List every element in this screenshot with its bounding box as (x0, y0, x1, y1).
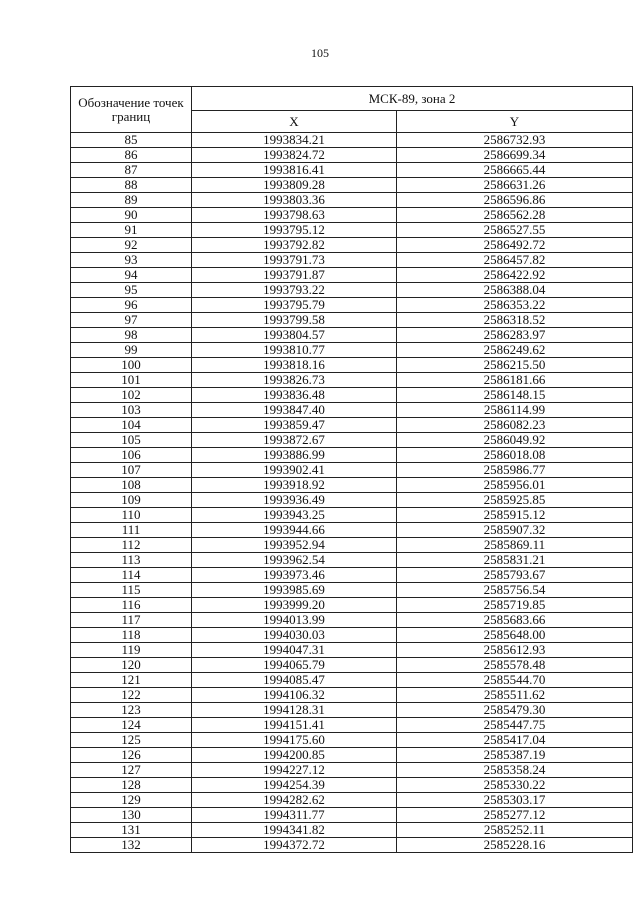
table-row (71, 223, 633, 238)
y-coordinate-cell: 2585387.19 (397, 748, 633, 763)
x-coordinate-cell: 1993973.46 (192, 568, 397, 583)
x-coordinate-cell: 1993792.82 (192, 238, 397, 253)
x-coordinate-cell: 1993918.92 (192, 478, 397, 493)
table-body (71, 133, 633, 853)
point-id-cell: 124 (71, 718, 192, 733)
table-row (71, 313, 633, 328)
y-coordinate-cell: 2586388.04 (397, 283, 633, 298)
table-row (71, 358, 633, 373)
y-coordinate-cell: 2586318.52 (397, 313, 633, 328)
x-coordinate-cell: 1994282.62 (192, 793, 397, 808)
table-row (71, 433, 633, 448)
x-coordinate-cell: 1993791.73 (192, 253, 397, 268)
table-row (71, 208, 633, 223)
point-id-cell: 88 (71, 178, 192, 193)
table-row (71, 283, 633, 298)
y-coordinate-cell: 2585986.77 (397, 463, 633, 478)
y-coordinate-cell: 2586665.44 (397, 163, 633, 178)
table-row (71, 403, 633, 418)
y-coordinate-cell: 2585511.62 (397, 688, 633, 703)
y-coordinate-cell: 2586018.08 (397, 448, 633, 463)
point-id-cell: 112 (71, 538, 192, 553)
y-coordinate-cell: 2585793.67 (397, 568, 633, 583)
point-id-cell: 101 (71, 373, 192, 388)
point-id-cell: 98 (71, 328, 192, 343)
y-coordinate-cell: 2586249.62 (397, 343, 633, 358)
table-row (71, 298, 633, 313)
x-coordinate-cell: 1993795.79 (192, 298, 397, 313)
y-coordinate-cell: 2585447.75 (397, 718, 633, 733)
table-row (71, 583, 633, 598)
x-coordinate-cell: 1993809.28 (192, 178, 397, 193)
table-row (71, 643, 633, 658)
x-coordinate-cell: 1993834.21 (192, 133, 397, 148)
y-coordinate-cell: 2585719.85 (397, 598, 633, 613)
point-id-cell: 115 (71, 583, 192, 598)
point-id-cell: 100 (71, 358, 192, 373)
x-coordinate-cell: 1993799.58 (192, 313, 397, 328)
x-coordinate-cell: 1994065.79 (192, 658, 397, 673)
y-coordinate-cell: 2586596.86 (397, 193, 633, 208)
y-coordinate-cell: 2586562.28 (397, 208, 633, 223)
y-coordinate-cell: 2585277.12 (397, 808, 633, 823)
table-row (71, 568, 633, 583)
page-number: 105 (311, 46, 329, 60)
table-row (71, 553, 633, 568)
y-coordinate-cell: 2586492.72 (397, 238, 633, 253)
y-coordinate-cell: 2585907.32 (397, 523, 633, 538)
point-id-cell: 108 (71, 478, 192, 493)
coordinate-system-header: МСК-89, зона 2 (192, 87, 633, 111)
point-id-cell: 89 (71, 193, 192, 208)
point-id-cell: 128 (71, 778, 192, 793)
table-row (71, 823, 633, 838)
table-row (71, 613, 633, 628)
table-row (71, 658, 633, 673)
x-coordinate-cell: 1993818.16 (192, 358, 397, 373)
y-coordinate-cell: 2585479.30 (397, 703, 633, 718)
y-coordinate-cell: 2585869.11 (397, 538, 633, 553)
point-id-cell: 119 (71, 643, 192, 658)
y-coordinate-cell: 2586457.82 (397, 253, 633, 268)
x-coordinate-cell: 1994106.32 (192, 688, 397, 703)
x-coordinate-cell: 1993816.41 (192, 163, 397, 178)
point-id-cell: 111 (71, 523, 192, 538)
x-coordinate-cell: 1993803.36 (192, 193, 397, 208)
point-id-cell: 91 (71, 223, 192, 238)
table-row (71, 238, 633, 253)
y-coordinate-cell: 2586148.15 (397, 388, 633, 403)
point-id-cell: 104 (71, 418, 192, 433)
table-row (71, 688, 633, 703)
x-coordinate-cell: 1994254.39 (192, 778, 397, 793)
y-coordinate-cell: 2585303.17 (397, 793, 633, 808)
x-coordinate-cell: 1994175.60 (192, 733, 397, 748)
point-id-cell: 114 (71, 568, 192, 583)
table-row (71, 793, 633, 808)
table-row (71, 373, 633, 388)
point-id-cell: 122 (71, 688, 192, 703)
y-coordinate-cell: 2585683.66 (397, 613, 633, 628)
point-id-cell: 121 (71, 673, 192, 688)
table-row (71, 268, 633, 283)
point-id-cell: 117 (71, 613, 192, 628)
coordinates-table (70, 86, 633, 853)
point-id-cell: 85 (71, 133, 192, 148)
point-id-cell: 92 (71, 238, 192, 253)
point-id-cell: 131 (71, 823, 192, 838)
table-row (71, 418, 633, 433)
table-row (71, 448, 633, 463)
y-coordinate-cell: 2586732.93 (397, 133, 633, 148)
y-coordinate-cell: 2586049.92 (397, 433, 633, 448)
y-coordinate-cell: 2585358.24 (397, 763, 633, 778)
table-row (71, 493, 633, 508)
table-row (71, 178, 633, 193)
y-coordinate-cell: 2586114.99 (397, 403, 633, 418)
point-id-cell: 127 (71, 763, 192, 778)
point-id-cell: 86 (71, 148, 192, 163)
point-id-cell: 97 (71, 313, 192, 328)
y-coordinate-cell: 2586527.55 (397, 223, 633, 238)
y-coordinate-cell: 2585956.01 (397, 478, 633, 493)
y-coordinate-cell: 2586181.66 (397, 373, 633, 388)
table-row (71, 388, 633, 403)
table-row (71, 733, 633, 748)
table-row (71, 808, 633, 823)
y-coordinate-cell: 2586353.22 (397, 298, 633, 313)
point-id-cell: 107 (71, 463, 192, 478)
y-coordinate-cell: 2585330.22 (397, 778, 633, 793)
x-coordinate-cell: 1993791.87 (192, 268, 397, 283)
table-row (71, 778, 633, 793)
x-coordinate-cell: 1994341.82 (192, 823, 397, 838)
table-row (71, 748, 633, 763)
table-row (71, 478, 633, 493)
x-coordinate-cell: 1993798.63 (192, 208, 397, 223)
table-row (71, 628, 633, 643)
table-row (71, 718, 633, 733)
x-coordinate-cell: 1993795.12 (192, 223, 397, 238)
x-coordinate-cell: 1993793.22 (192, 283, 397, 298)
point-id-cell: 94 (71, 268, 192, 283)
x-coordinate-cell: 1993902.41 (192, 463, 397, 478)
y-coordinate-cell: 2585252.11 (397, 823, 633, 838)
y-coordinate-cell: 2585648.00 (397, 628, 633, 643)
x-coordinate-cell: 1994372.72 (192, 838, 397, 853)
point-id-cell: 103 (71, 403, 192, 418)
x-coordinate-cell: 1993872.67 (192, 433, 397, 448)
x-coordinate-cell: 1993943.25 (192, 508, 397, 523)
x-coordinate-cell: 1993824.72 (192, 148, 397, 163)
point-id-cell: 126 (71, 748, 192, 763)
y-coordinate-cell: 2585915.12 (397, 508, 633, 523)
y-coordinate-cell: 2585831.21 (397, 553, 633, 568)
x-coordinate-cell: 1993886.99 (192, 448, 397, 463)
x-coordinate-cell: 1993836.48 (192, 388, 397, 403)
point-id-cell: 93 (71, 253, 192, 268)
table-row (71, 163, 633, 178)
point-id-cell: 123 (71, 703, 192, 718)
y-coordinate-cell: 2585544.70 (397, 673, 633, 688)
point-id-cell: 130 (71, 808, 192, 823)
table-row (71, 133, 633, 148)
table-row (71, 508, 633, 523)
table-row (71, 763, 633, 778)
y-coordinate-cell: 2585417.04 (397, 733, 633, 748)
x-coordinate-cell: 1993962.54 (192, 553, 397, 568)
x-coordinate-cell: 1994200.85 (192, 748, 397, 763)
x-coordinate-cell: 1993810.77 (192, 343, 397, 358)
table-row (71, 463, 633, 478)
x-coordinate-cell: 1994047.31 (192, 643, 397, 658)
x-coordinate-cell: 1994311.77 (192, 808, 397, 823)
x-coordinate-cell: 1994227.12 (192, 763, 397, 778)
point-id-cell: 109 (71, 493, 192, 508)
table-row (71, 148, 633, 163)
x-coordinate-cell: 1993944.66 (192, 523, 397, 538)
point-id-cell: 120 (71, 658, 192, 673)
table-row (71, 523, 633, 538)
y-coordinate-cell: 2585578.48 (397, 658, 633, 673)
table-row (71, 328, 633, 343)
point-id-cell: 132 (71, 838, 192, 853)
y-coordinate-cell: 2586215.50 (397, 358, 633, 373)
table-row (71, 703, 633, 718)
y-coordinate-cell: 2586631.26 (397, 178, 633, 193)
table-row (71, 193, 633, 208)
x-coordinate-cell: 1994030.03 (192, 628, 397, 643)
x-coordinate-cell: 1993952.94 (192, 538, 397, 553)
point-id-cell: 116 (71, 598, 192, 613)
x-coordinate-cell: 1993826.73 (192, 373, 397, 388)
point-id-cell: 105 (71, 433, 192, 448)
point-id-cell: 96 (71, 298, 192, 313)
x-coordinate-cell: 1993804.57 (192, 328, 397, 343)
point-id-cell: 129 (71, 793, 192, 808)
table-row (71, 598, 633, 613)
x-coordinate-cell: 1993936.49 (192, 493, 397, 508)
y-coordinate-cell: 2586283.97 (397, 328, 633, 343)
point-id-cell: 110 (71, 508, 192, 523)
y-coordinate-cell: 2585228.16 (397, 838, 633, 853)
table-row (71, 838, 633, 853)
table-row (71, 253, 633, 268)
y-coordinate-cell: 2585925.85 (397, 493, 633, 508)
y-coordinate-cell: 2586699.34 (397, 148, 633, 163)
x-coordinate-cell: 1993859.47 (192, 418, 397, 433)
y-coordinate-cell: 2585612.93 (397, 643, 633, 658)
table-row (71, 343, 633, 358)
table-row (71, 538, 633, 553)
x-column-header: X (192, 111, 397, 133)
x-coordinate-cell: 1994128.31 (192, 703, 397, 718)
table-row (71, 673, 633, 688)
x-coordinate-cell: 1994085.47 (192, 673, 397, 688)
point-id-cell: 113 (71, 553, 192, 568)
point-id-cell: 118 (71, 628, 192, 643)
point-id-cell: 102 (71, 388, 192, 403)
point-id-cell: 95 (71, 283, 192, 298)
y-coordinate-cell: 2585756.54 (397, 583, 633, 598)
point-header: Обозначение точек границ (71, 87, 192, 133)
point-id-cell: 106 (71, 448, 192, 463)
x-coordinate-cell: 1993847.40 (192, 403, 397, 418)
x-coordinate-cell: 1993999.20 (192, 598, 397, 613)
y-coordinate-cell: 2586082.23 (397, 418, 633, 433)
x-coordinate-cell: 1994013.99 (192, 613, 397, 628)
y-coordinate-cell: 2586422.92 (397, 268, 633, 283)
y-column-header: Y (397, 111, 633, 133)
point-id-cell: 125 (71, 733, 192, 748)
x-coordinate-cell: 1994151.41 (192, 718, 397, 733)
x-coordinate-cell: 1993985.69 (192, 583, 397, 598)
point-id-cell: 87 (71, 163, 192, 178)
point-id-cell: 90 (71, 208, 192, 223)
point-id-cell: 99 (71, 343, 192, 358)
